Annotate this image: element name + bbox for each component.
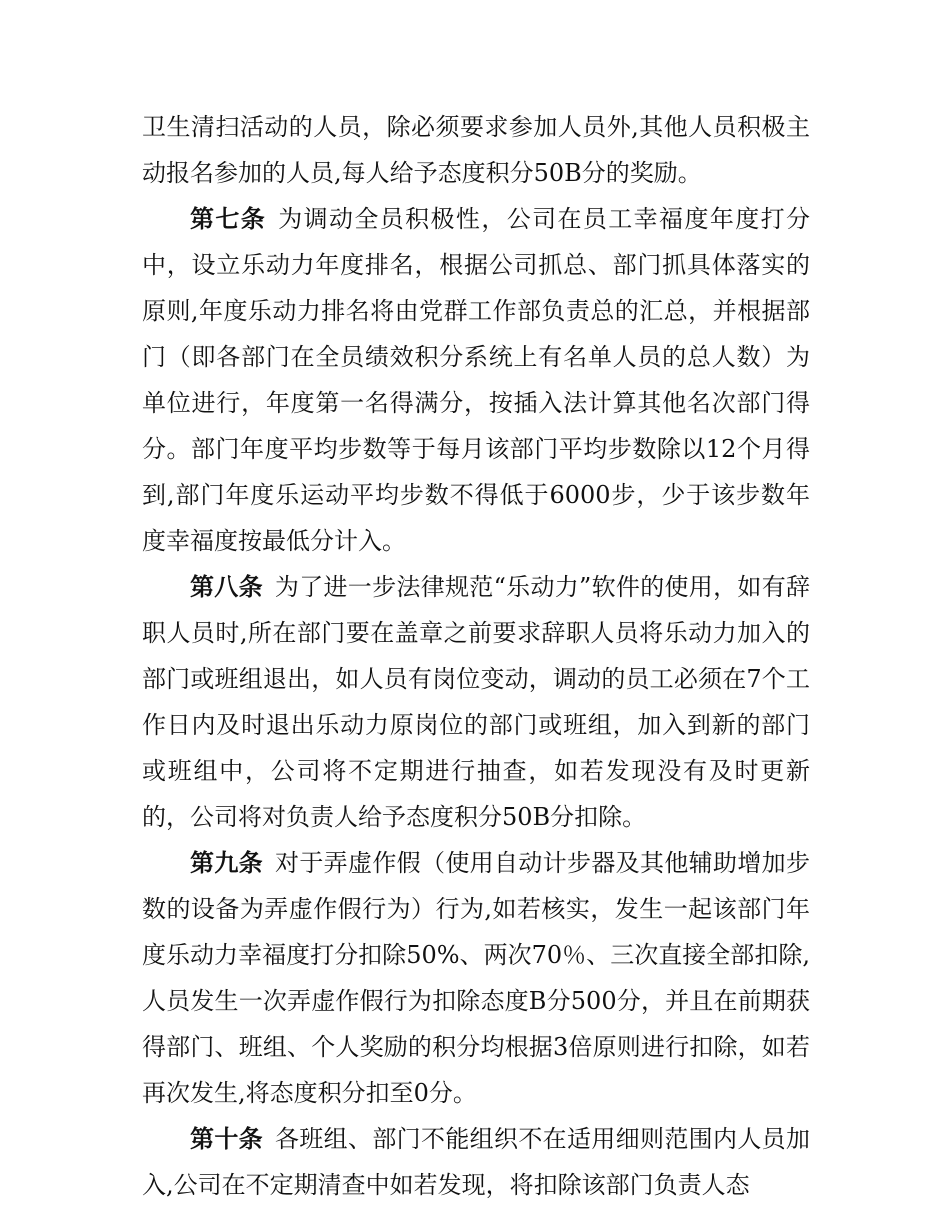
article-title: 第十条 xyxy=(190,1125,263,1153)
article-text: 各班组、部门不能组织不在适用细则范围内人员加入,公司在不定期清查中如若发现，将扣除该部门负责人态 xyxy=(142,1125,810,1199)
article-text: 为了进一步法律规范“乐动力”软件的使用，如有辞职人员时,所在部门要在盖章之前要求辞职人员将乐动力加入的部门或班组退出，如人员有岗位变动，调动的员工必须在7个工作日内及时退出乐动力原岗位的部门或班组，加入到新的部门或班组中，公司将不定期进行抽查，如若发现没有及时更新的，公司将对负责人给予态度积分50B分扣除。 xyxy=(142,573,811,831)
paragraph-continuation xyxy=(142,104,810,196)
article-text: 为调动全员积极性，公司在员工幸福度年度打分中，设立乐动力年度排名，根据公司抓总、部门抓具体落实的原则,年度乐动力排名将由党群工作部负责总的汇总，并根据部门（即各部门在全员绩效积分系统上有名单人员的总人数）为单位进行，年度第一名得满分，按插入法计算其他名次部门得分。部门年度平均步数等于每月该部门平均步数除以12个月得到,部门年度乐运动平均步数不得低于6000步，少于该步数年度幸福度按最低分计入。 xyxy=(142,205,811,555)
article-text: 对于弄虚作假（使用自动计步器及其他辅助增加步数的设备为弄虚作假行为）行为,如若核实，发生一起该部门年度乐动力幸福度打分扣除50%、两次70％、三次直接全部扣除,人员发生一次弄虚作假行为扣除态度B分500分，并且在前期获得部门、班组、个人奖励的积分均根据3倍原则进行扣除，如若再次发生,将态度积分扣至0分。 xyxy=(142,849,810,1107)
article-8 xyxy=(142,564,810,840)
article-9 xyxy=(142,840,810,1116)
paragraph-text: 卫生清扫活动的人员，除必须要求参加人员外,其他人员积极主动报名参加的人员,每人给予态度积分50B分的奖励。 xyxy=(142,113,810,187)
article-title: 第七条 xyxy=(190,205,267,233)
article-title: 第九条 xyxy=(190,849,263,877)
article-10 xyxy=(142,1116,810,1208)
article-7 xyxy=(142,196,810,564)
article-title: 第八条 xyxy=(190,573,263,601)
document-body xyxy=(142,104,810,1208)
